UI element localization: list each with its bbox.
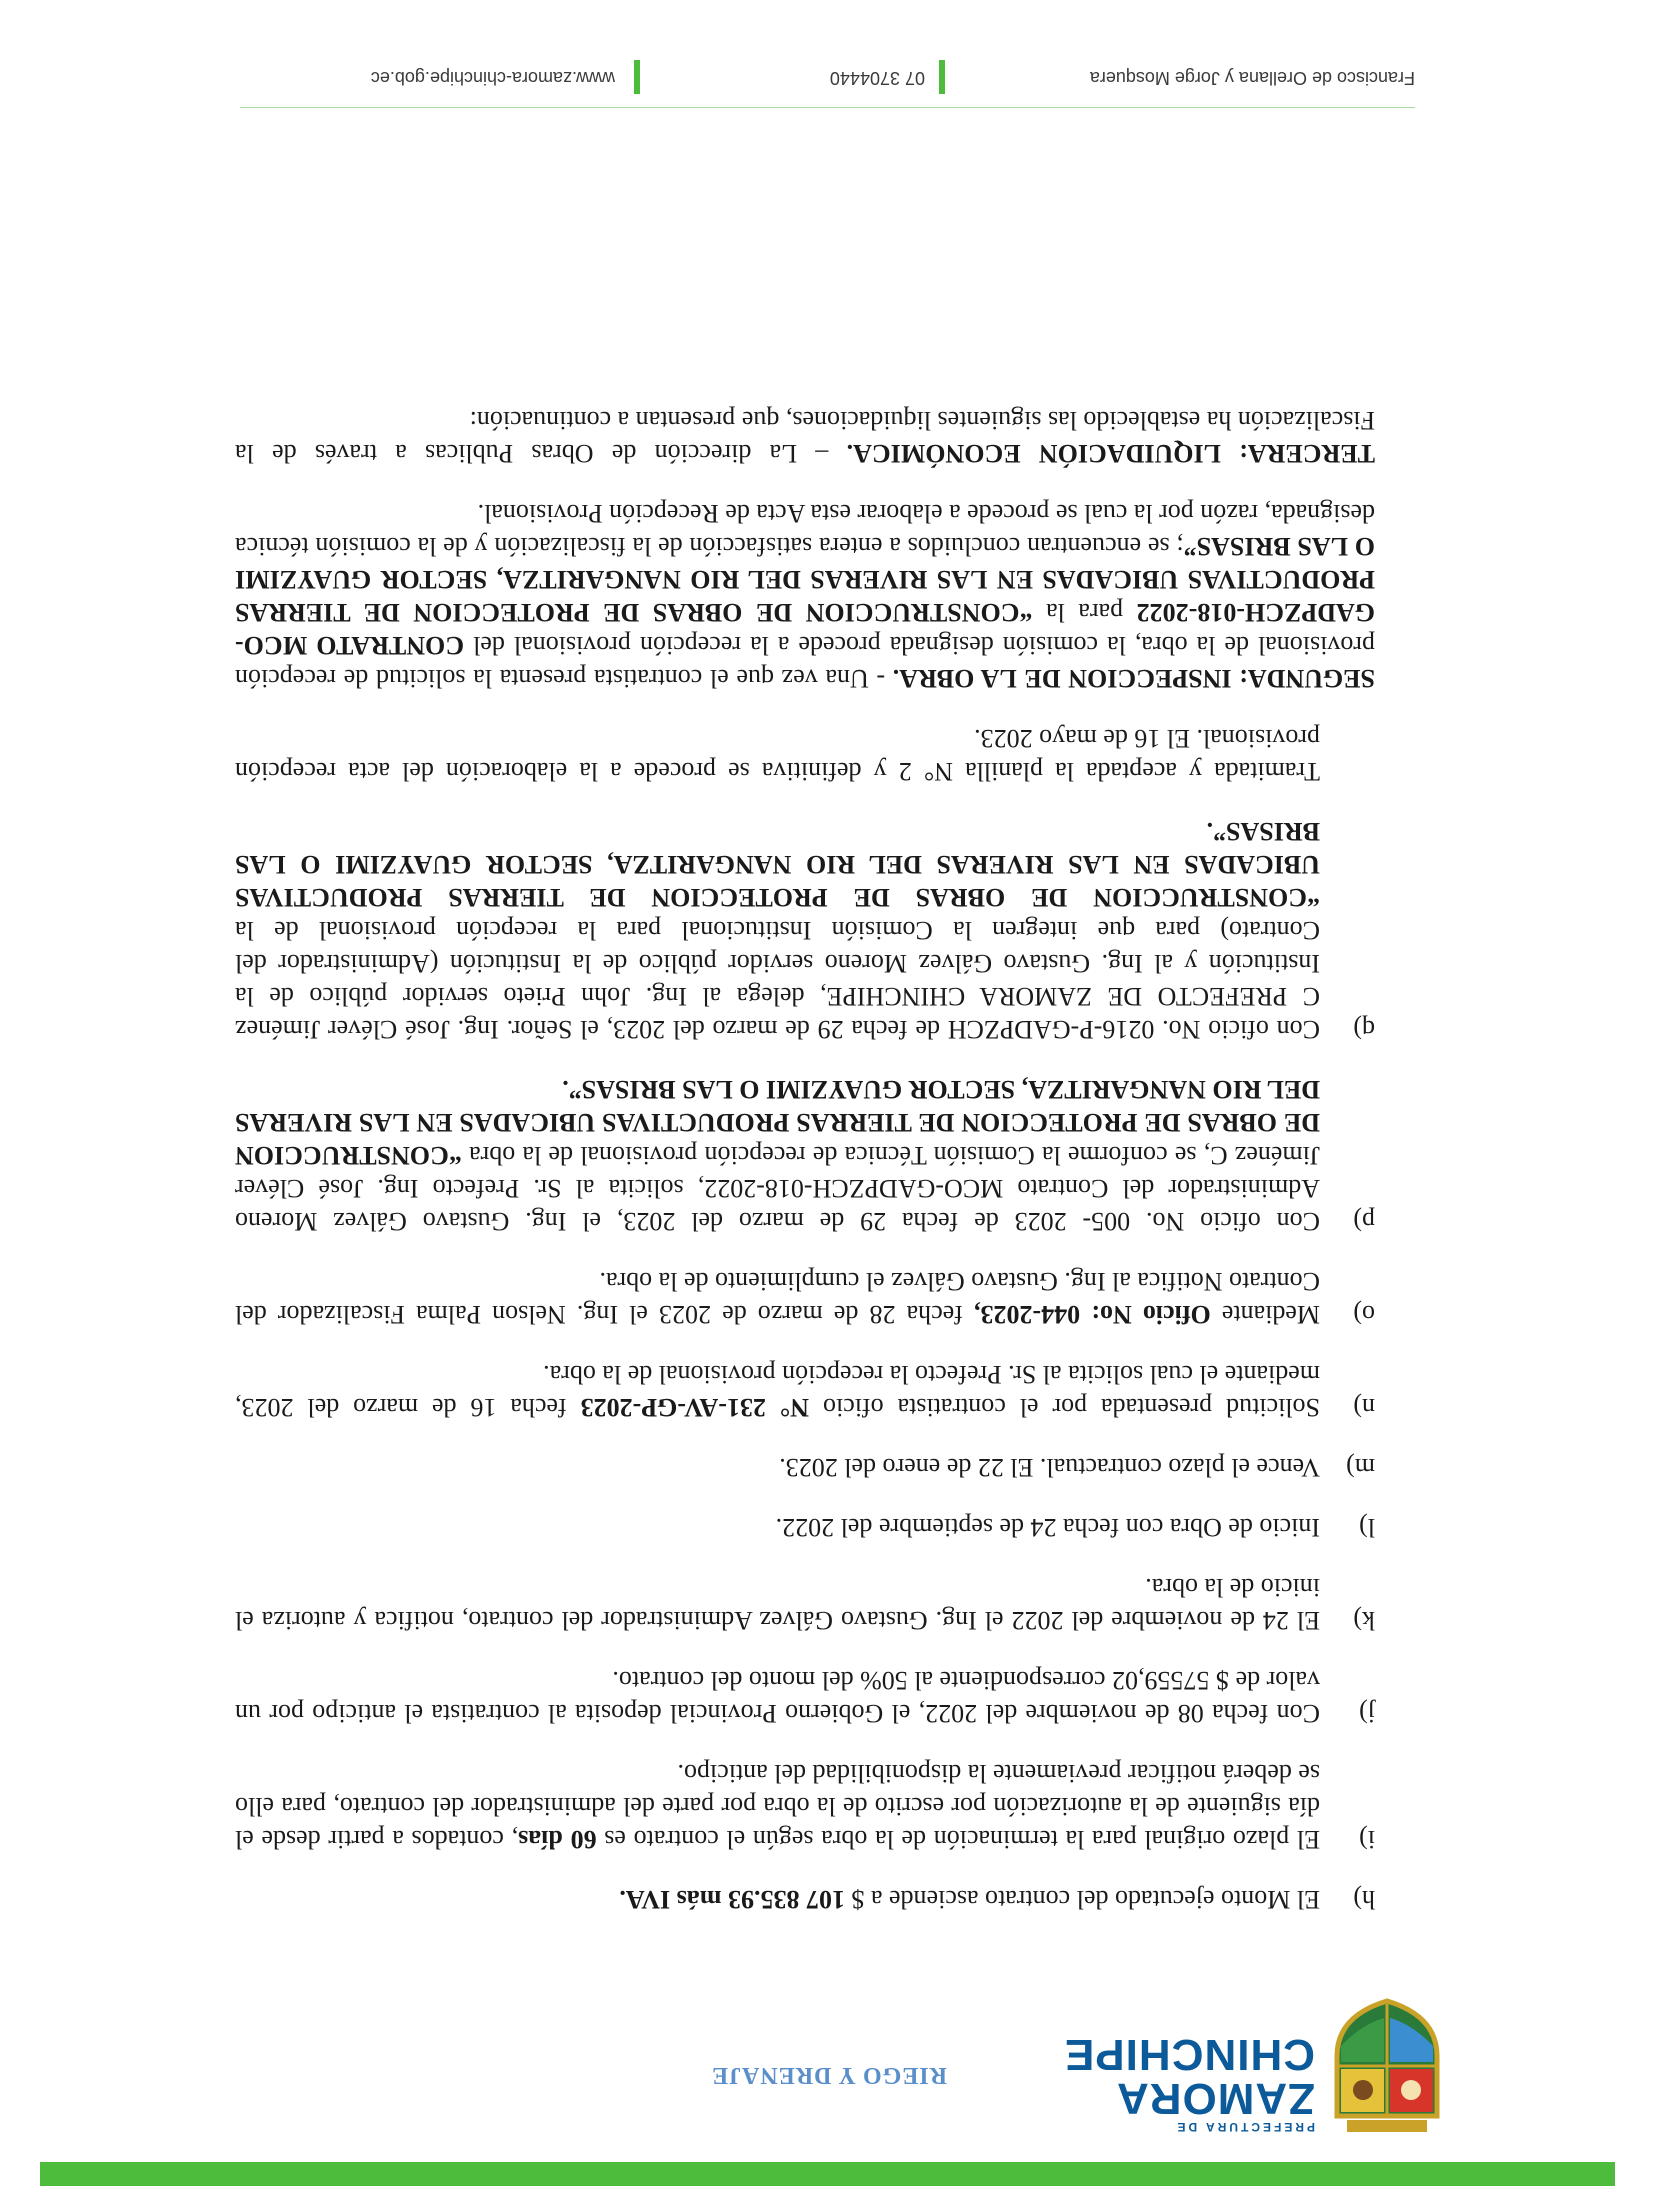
- item-bold-text: N° 231-AV-GP-2023: [580, 1393, 810, 1422]
- footer-separator: [634, 60, 640, 94]
- list-item: [235, 1571, 1375, 1637]
- footer-website: www.zamora-chinchipe.gob.ec: [370, 68, 615, 88]
- footer-address: Francisco de Orellana y Jorge Mosquera: [1089, 68, 1415, 88]
- letterhead: [647, 1986, 1447, 2136]
- item-bold-text: “CONSTRUCCION DE OBRAS DE PROTECCION DE TIERRAS PRODUCTIVAS UBICADAS EN LAS RIVERAS DEL RIO NANGARITZA, SECTOR GUAYZIMI O LAS BRISAS”.: [235, 817, 1320, 912]
- item-text: Vence el plazo contractual. El 22 de enero del 2023.: [779, 1453, 1320, 1482]
- institution-prefix: PREFECTURA DE: [1174, 2120, 1315, 2134]
- item-text: El plazo original para la terminación de la obra según el contrato es: [596, 1825, 1320, 1854]
- item-marker: m): [1346, 1453, 1375, 1482]
- list-item: [235, 1883, 1375, 1916]
- institution-name-line2: CHINCHIPE: [1063, 2030, 1315, 2079]
- item-text: fecha 16 de marzo del 2023, mediante el cual solicita al Sr. Prefecto la recepción provisional de la obra.: [235, 1360, 1320, 1422]
- item-bold-text: 107 835.93 más IVA.: [619, 1885, 845, 1914]
- list-item: [235, 1757, 1375, 1856]
- footer-divider: [240, 107, 1415, 108]
- clause-text: - Una vez que el contratista presenta la solicitud de recepción provisional de la obra, la comisión designada procede a la recepción provisional del: [235, 631, 1375, 693]
- tercera-clause: [235, 404, 1375, 470]
- item-marker: h): [1353, 1885, 1375, 1914]
- item-bold-text: 60 días: [518, 1825, 597, 1854]
- list-item: [235, 1451, 1375, 1484]
- clause-text: para la: [1032, 598, 1137, 627]
- clause-text: ; se encuentran concluidos a entera satisfacción de la fiscalización y de la comisión técnica designada, razón por la cual se procede a elaborar esta Acta de Recepción Provisional.: [235, 499, 1375, 561]
- item-marker: o): [1353, 1300, 1375, 1329]
- tramitada-paragraph: Tramitada y aceptada la planilla N° 2 y definitiva se procede a la elaboración del acta recepción provisional. El 16 de mayo 2023.: [235, 724, 1320, 786]
- item-text: Solicitud presentada por el contratista oficio: [809, 1393, 1320, 1422]
- footer: [240, 56, 1415, 94]
- item-text: Con oficio No. 005- 2023 de fecha 29 de marzo del 2023, el Ing. Gustavo Gálvez Moreno Administrador del Contrato MCO-GADPZCH-018-2022, solicita al Sr. Prefecto Ing. José Cléver Jiménez C, se conforme la Comisión Técnica de recepción provisional de la obra: [235, 1141, 1320, 1236]
- list-item: [235, 1358, 1375, 1424]
- item-text: fecha 28 de marzo de 2023 el Ing. Nelson Palma Fiscalizador del Contrato Notifica al Ing. Gustavo Gálvez el cumplimiento de la obra.: [234, 1267, 1320, 1329]
- institution-name: [1064, 2032, 1315, 2134]
- top-green-bar: [40, 2162, 1615, 2186]
- list-item: [235, 815, 1375, 1046]
- item-text: El 24 de noviembre del 2022 el Ing. Gustavo Gálvez Administrador del contrato, notifica y autoriza el inicio de la obra.: [235, 1573, 1320, 1635]
- segunda-clause: [235, 497, 1375, 695]
- item-text: Con oficio No. 0216-P-GADPZCH de fecha 29 de marzo del 2023, el Señor. Ing. José Cléver Jiménez C PREFECTO DE ZAMORA CHINCHIPE, delega al Ing. John Prieto servidor público de la Institución y al Ing. Gustavo Gálvez Moreno servidor público de la Institución (Administrador del Contrato) para que integren la Comisión Institucional para la recepción provisional de la: [235, 916, 1320, 1044]
- list-item: [235, 1664, 1375, 1730]
- clause-bold-text: “CONSTRUCCION DE OBRAS DE PROTECCION DE TIERRAS PRODUCTIVAS UBICADAS EN LAS RIVERAS DEL RIO NANGARITZA, SECTOR GUAYZIMI O LAS BRISAS”: [235, 532, 1375, 627]
- item-marker: l): [1359, 1513, 1375, 1542]
- item-bold-text: Oficio No: 044-2023,: [974, 1300, 1211, 1329]
- item-text: , contados a partir desde el día siguiente de la autorización por escrito de la obra por parte del administrador del contrato, para ello se deberá notificar previamente la disponibilidad del anticipo.: [235, 1759, 1320, 1854]
- item-bold-text: “CONSTRUCCION DE OBRAS DE PROTECCION DE TIERRAS PRODUCTIVAS UBICADAS EN LAS RIVERAS DEL RIO NANGARITZA, SECTOR GUAYZIMI O LAS BRISAS”.: [235, 1075, 1320, 1170]
- footer-phone: 07 3704440: [829, 68, 925, 88]
- list-item: [235, 1265, 1375, 1331]
- institution-name-line1: ZAMORA: [1115, 2074, 1315, 2123]
- clause-text: – La dirección de Obras Publicas a través de la Fiscalización ha establecido las siguientes liquidaciones, que presentan a continuación:: [235, 406, 1375, 468]
- item-text: Mediante: [1210, 1300, 1320, 1329]
- item-text: Con fecha 08 de noviembre del 2022, el Gobierno Provincial deposita al contratista el anticipo por un valor de $ 57559,02 correspondiente al 50% del monto del contrato.: [235, 1666, 1320, 1728]
- list-item: [235, 1073, 1375, 1238]
- item-marker: j): [1359, 1699, 1375, 1728]
- department-name: RIEGO Y DRENAJE: [711, 2062, 947, 2088]
- document-body: [235, 377, 1375, 1916]
- item-text: El Monto ejecutado del contrato asciende a $: [844, 1885, 1320, 1914]
- item-marker: n): [1353, 1393, 1375, 1422]
- item-marker: i): [1359, 1825, 1375, 1854]
- coat-of-arms-icon: [1327, 1996, 1447, 2136]
- item-marker: p): [1353, 1207, 1375, 1236]
- item-marker: q): [1353, 1015, 1375, 1044]
- item-text: Inicio de Obra con fecha 24 de septiembre del 2022.: [775, 1513, 1320, 1542]
- list-item: [235, 1511, 1375, 1544]
- clause-heading: TERCERA: LIQUIDACIÓN ECONÓMICA.: [846, 439, 1375, 468]
- footer-separator: [939, 60, 945, 94]
- clause-heading: SEGUNDA: INSPECCION DE LA OBRA.: [892, 664, 1375, 693]
- item-marker: k): [1353, 1606, 1375, 1635]
- clause-bold-text: CONTRATO MCO-GADPZCH-018-2022: [235, 598, 1375, 660]
